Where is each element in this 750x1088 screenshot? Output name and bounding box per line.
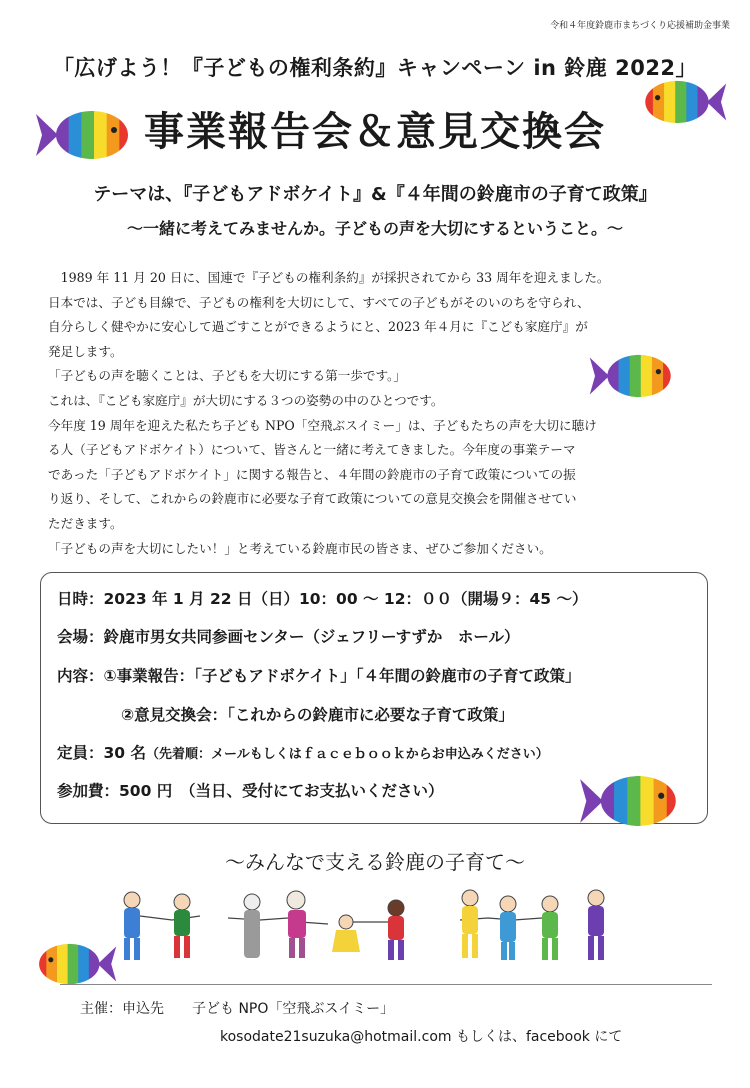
rainbow-fish-image [34,938,118,990]
body-line: 1989 年 11 月 20 日に、国連で『子どもの権利条約』が採択されてから 33 周年を迎えました。 [48,270,610,285]
body-line: であった「子どもアドボケイト」に関する報告と、４年間の鈴鹿市の子育て政策についての振 [48,466,576,482]
event-fee: 参加費：500 円 （当日、受付にてお支払いください） [57,782,444,800]
capacity-note: （先着順：メールもしくはｆａｃｅｂｏｏｋからお申込みください） [145,747,549,762]
children-illustration [110,886,630,974]
body-line: ただきます。 [48,515,123,531]
body-line: る人（子どもアドボケイト）について、皆さんと一緒に考えてきました。今年度の事業テーマ [48,442,576,458]
body-line: り返り、そして、これからの鈴鹿市に必要な子育て政策についての意見交換会を開催させてい [48,491,577,507]
rainbow-fish-image [578,768,682,834]
body-line: 「子どもの声を聴くことは、子どもを大切にする第一歩です。」 [48,368,406,384]
body-line: 今年度 19 周年を迎えた私たち子ども NPO「空飛ぶスイミー」は、子どもたちの声を大切に聴け [48,417,597,433]
rainbow-fish-image [588,348,676,404]
event-content-2: ②意見交換会：「これからの鈴鹿市に必要な子育て政策」 [121,706,514,724]
organizer-info: 主催：申込先 子ども NPO「空飛ぶスイミー」 [80,1001,395,1017]
grant-note: 令和４年度鈴鹿市まちづくり応援補助金事業 [550,21,730,31]
body-line: これは、『こども家庭庁』が大切にする３つの姿勢の中のひとつです。 [48,392,444,408]
intro-paragraph [48,266,708,561]
slogan: 〜みんなで支える鈴鹿の子育て〜 [225,850,525,874]
event-datetime: 日時：2023 年 1 月 22 日（日）10：00 〜 12：００（開場９：45 〜） [57,590,588,608]
body-line: 日本では、子ども目線で、子どもの権利を大切にして、すべての子どもがそのいのちを守られ、 [48,294,590,310]
body-line: 発足します。 [48,343,123,359]
rainbow-fish-image [640,74,728,130]
event-capacity [57,741,549,763]
footer-divider [60,984,712,985]
page-title: 事業報告会＆意見交換会 [144,109,606,155]
campaign-heading: 「広げよう！『子どもの権利条約』キャンペーン in 鈴鹿 2022」 [52,56,698,80]
contact-info: kosodate21suzuka@hotmail.com もしくは、facebook にて [220,1029,623,1045]
event-content-1: 内容：①事業報告：「子どもアドボケイト」「４年間の鈴鹿市の子育て政策」 [57,667,581,685]
rainbow-fish-image [34,104,134,166]
subtheme-heading: 〜一緒に考えてみませんか。子どもの声を大切にするということ。〜 [126,219,623,238]
event-venue: 会場：鈴鹿市男女共同参画センター（ジェフリーすずか ホール） [57,628,520,646]
capacity-main: 定員：30 名 [57,744,146,762]
body-line: 「子どもの声を大切にしたい！」と考えている鈴鹿市民の皆さま、ぜひご参加ください。 [48,540,552,556]
theme-heading: テーマは、『子どもアドボケイト』&『４年間の鈴鹿市の子育て政策』 [93,184,657,205]
body-line: 自分らしく健やかに安心して過ごすことができるようにと、2023 年４月に『こども家庭庁』が [48,319,588,335]
